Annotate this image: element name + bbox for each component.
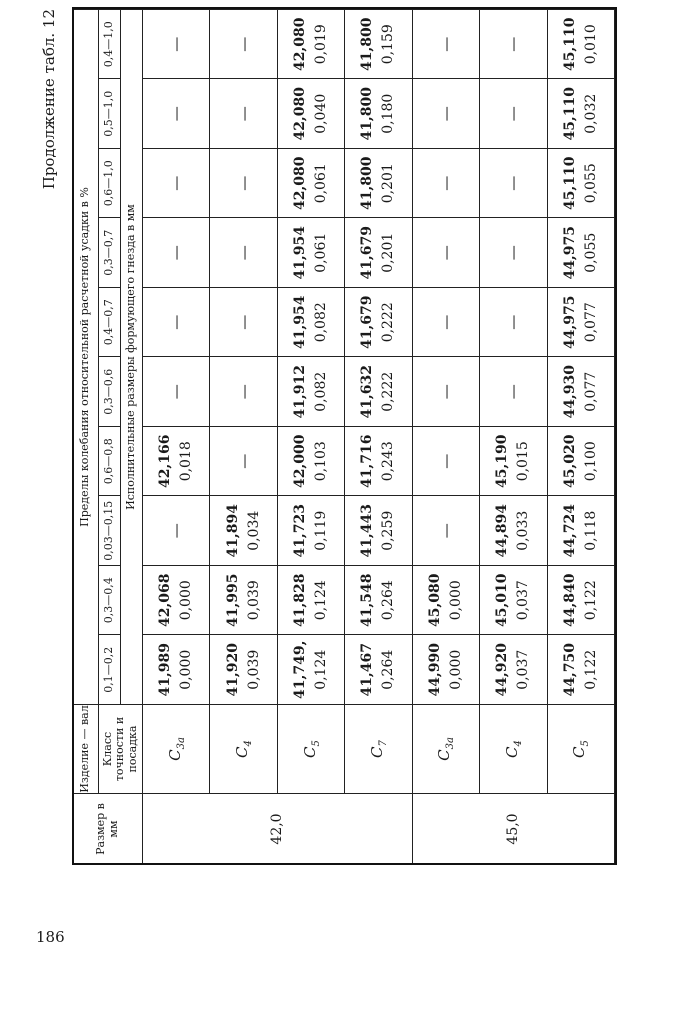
range-header: 0,1—0,2: [99, 635, 121, 705]
range-header: 0,03—0,15: [99, 496, 121, 566]
tolerance-value: 0,077: [582, 371, 599, 412]
value-cell: [345, 496, 412, 566]
shrinkage-table: [72, 9, 615, 865]
empty-cell: —: [210, 288, 277, 358]
nominal-size: 41,912: [292, 364, 309, 419]
table-row: [143, 10, 210, 865]
tolerance-value: 0,055: [582, 232, 599, 273]
value-cell: [480, 635, 547, 705]
fit-class-cell: [547, 705, 614, 794]
nominal-size: 45,110: [561, 17, 578, 72]
fit-class-cell: [277, 705, 344, 794]
value-cell: [277, 357, 344, 427]
tolerance-value: 0,033: [515, 510, 532, 551]
nominal-size: 44,894: [494, 503, 511, 558]
range-header: 0,3—0,7: [99, 218, 121, 288]
nominal-size: 42,080: [292, 86, 309, 141]
fit-subscript: 4: [512, 740, 524, 747]
value-cell: [345, 427, 412, 497]
tolerance-value: 0,015: [515, 441, 532, 482]
tolerance-value: 0,118: [582, 510, 599, 551]
tolerance-value: 0,019: [313, 24, 330, 65]
value-cell: [345, 288, 412, 358]
nominal-size: 44,840: [561, 573, 578, 628]
tolerance-value: 0,103: [313, 441, 330, 482]
nominal-size: 45,010: [494, 573, 511, 628]
empty-cell: —: [143, 149, 210, 219]
value-cell: [480, 496, 547, 566]
fit-class-cell: [412, 705, 479, 794]
nominal-size: 45,190: [494, 434, 511, 489]
empty-cell: —: [412, 79, 479, 149]
empty-cell: —: [412, 149, 479, 219]
empty-cell: —: [210, 218, 277, 288]
fit-subscript: 7: [377, 740, 389, 747]
empty-cell: —: [412, 427, 479, 497]
value-cell: [345, 10, 412, 80]
empty-cell: —: [480, 10, 547, 80]
value-cell: [277, 288, 344, 358]
empty-cell: —: [480, 218, 547, 288]
nominal-size: 41,749,: [292, 640, 309, 699]
value-cell: [547, 357, 614, 427]
value-cell: [480, 427, 547, 497]
value-cell: [143, 635, 210, 705]
tolerance-value: 0,034: [245, 510, 262, 551]
tolerance-value: 0,055: [582, 163, 599, 204]
value-cell: [547, 10, 614, 80]
nominal-size: 44,990: [426, 642, 443, 697]
nominal-size: 44,975: [561, 225, 578, 280]
empty-cell: —: [480, 288, 547, 358]
table-row: [547, 10, 614, 865]
tolerance-value: 0,159: [380, 24, 397, 65]
fit-letter: С: [435, 749, 454, 761]
fit-letter: С: [300, 746, 319, 758]
nominal-size: 41,995: [224, 573, 241, 628]
tolerance-value: 0,039: [245, 580, 262, 621]
size-column-header: Размер в мм: [73, 794, 143, 865]
empty-cell: —: [412, 10, 479, 80]
nominal-size: 41,548: [359, 573, 376, 628]
range-header: 0,3—0,6: [99, 357, 121, 427]
nominal-size: 42,080: [292, 156, 309, 211]
nominal-size: 41,920: [224, 642, 241, 697]
nominal-size: 44,975: [561, 295, 578, 350]
tolerance-value: 0,037: [515, 649, 532, 690]
empty-cell: —: [210, 149, 277, 219]
nominal-size: 41,954: [292, 225, 309, 280]
tolerance-value: 0,082: [313, 371, 330, 412]
empty-cell: —: [412, 496, 479, 566]
nominal-size: 41,679: [359, 295, 376, 350]
tolerance-value: 0,039: [245, 649, 262, 690]
fit-subscript: 4: [243, 740, 255, 747]
value-cell: [547, 149, 614, 219]
empty-cell: —: [412, 357, 479, 427]
fit-class-cell: [210, 705, 277, 794]
class-column-header: Класс точности и посадка: [99, 705, 143, 794]
tolerance-value: 0,122: [582, 649, 599, 690]
empty-cell: —: [210, 79, 277, 149]
range-header: 0,3—0,4: [99, 566, 121, 636]
table-caption: Продолжение табл. 12: [40, 9, 58, 190]
value-cell: [277, 566, 344, 636]
value-cell: [143, 566, 210, 636]
tolerance-value: 0,222: [380, 371, 397, 412]
value-cell: [210, 496, 277, 566]
nominal-size: 45,110: [561, 86, 578, 141]
empty-cell: —: [143, 357, 210, 427]
tolerance-value: 0,000: [447, 580, 464, 621]
nominal-size: 41,954: [292, 295, 309, 350]
value-cell: [345, 566, 412, 636]
tolerance-value: 0,201: [380, 232, 397, 273]
empty-cell: —: [480, 357, 547, 427]
nominal-size: 45,020: [561, 434, 578, 489]
nominal-size: 41,989: [157, 642, 174, 697]
tolerance-value: 0,018: [178, 441, 195, 482]
range-header: 0,5—1,0: [99, 79, 121, 149]
fit-subscript: 5: [580, 740, 592, 747]
value-cell: [547, 218, 614, 288]
value-cell: [547, 635, 614, 705]
table-row: [210, 10, 277, 865]
fit-letter: С: [165, 749, 184, 761]
size-cell: 42,0: [143, 794, 413, 865]
nominal-size: 45,080: [426, 573, 443, 628]
table-row: [345, 10, 412, 865]
value-cell: [345, 79, 412, 149]
fit-subscript: 3а: [445, 737, 457, 750]
empty-cell: —: [143, 10, 210, 80]
empty-cell: —: [143, 288, 210, 358]
cavity-size-subheader: Исполнительные размеры формующего гнезда в мм: [121, 10, 143, 705]
range-header: 0,6—0,8: [99, 427, 121, 497]
value-cell: [345, 149, 412, 219]
tolerance-value: 0,040: [313, 93, 330, 134]
tolerance-value: 0,061: [313, 232, 330, 273]
value-cell: [547, 79, 614, 149]
tolerance-value: 0,259: [380, 510, 397, 551]
empty-cell: —: [143, 218, 210, 288]
nominal-size: 41,800: [359, 86, 376, 141]
empty-cell: —: [412, 218, 479, 288]
fit-class-cell: [143, 705, 210, 794]
nominal-size: 44,930: [561, 364, 578, 419]
tolerance-value: 0,000: [178, 649, 195, 690]
value-cell: [277, 496, 344, 566]
table-row: [480, 10, 547, 865]
nominal-size: 42,000: [292, 434, 309, 489]
tolerance-value: 0,122: [582, 580, 599, 621]
tolerance-value: 0,061: [313, 163, 330, 204]
nominal-size: 45,110: [561, 156, 578, 211]
tolerance-value: 0,010: [582, 24, 599, 65]
value-cell: [345, 635, 412, 705]
tolerance-value: 0,037: [515, 580, 532, 621]
fit-subscript: 3а: [175, 737, 187, 750]
nominal-size: 41,723: [292, 503, 309, 558]
tolerance-value: 0,082: [313, 302, 330, 343]
nominal-size: 41,894: [224, 503, 241, 558]
nominal-size: 41,716: [359, 434, 376, 489]
tolerance-value: 0,222: [380, 302, 397, 343]
empty-cell: —: [210, 10, 277, 80]
nominal-size: 41,800: [359, 156, 376, 211]
empty-cell: —: [480, 79, 547, 149]
tolerance-value: 0,000: [447, 649, 464, 690]
range-header: 0,4—1,0: [99, 10, 121, 80]
value-cell: [277, 218, 344, 288]
tolerance-value: 0,000: [178, 580, 195, 621]
nominal-size: 42,068: [157, 573, 174, 628]
nominal-size: 41,828: [292, 573, 309, 628]
nominal-size: 44,724: [561, 503, 578, 558]
tolerance-value: 0,264: [380, 580, 397, 621]
value-cell: [345, 218, 412, 288]
empty-cell: —: [210, 357, 277, 427]
tolerance-value: 0,119: [313, 510, 330, 551]
range-header: 0,4—0,7: [99, 288, 121, 358]
tolerance-value: 0,077: [582, 302, 599, 343]
nominal-size: 41,467: [359, 642, 376, 697]
nominal-size: 41,443: [359, 503, 376, 558]
value-cell: [277, 427, 344, 497]
value-cell: [412, 566, 479, 636]
fit-letter: С: [233, 746, 252, 758]
value-cell: [547, 566, 614, 636]
value-cell: [277, 79, 344, 149]
rotated-table-block: [40, 9, 615, 865]
fit-letter: С: [367, 746, 386, 758]
empty-cell: —: [143, 79, 210, 149]
shrinkage-group-header: Пределы колебания относительной расчетной усадки в %: [73, 10, 99, 705]
product-column-header: Изделие — вал: [73, 705, 99, 794]
nominal-size: 42,080: [292, 17, 309, 72]
size-cell: 45,0: [412, 794, 614, 865]
empty-cell: —: [412, 288, 479, 358]
value-cell: [210, 566, 277, 636]
fit-class-cell: [480, 705, 547, 794]
value-cell: [277, 635, 344, 705]
tolerance-value: 0,201: [380, 163, 397, 204]
empty-cell: —: [480, 149, 547, 219]
value-cell: [547, 288, 614, 358]
value-cell: [277, 10, 344, 80]
nominal-size: 41,632: [359, 364, 376, 419]
value-cell: [547, 427, 614, 497]
value-cell: [277, 149, 344, 219]
nominal-size: 44,750: [561, 642, 578, 697]
value-cell: [345, 357, 412, 427]
nominal-size: 41,800: [359, 17, 376, 72]
value-cell: [547, 496, 614, 566]
fit-letter: С: [570, 746, 589, 758]
fit-class-cell: [345, 705, 412, 794]
value-cell: [480, 566, 547, 636]
tolerance-value: 0,124: [313, 649, 330, 690]
nominal-size: 42,166: [157, 434, 174, 489]
fit-letter: С: [502, 746, 521, 758]
tolerance-value: 0,180: [380, 93, 397, 134]
empty-cell: —: [143, 496, 210, 566]
value-cell: [412, 635, 479, 705]
tolerance-value: 0,243: [380, 441, 397, 482]
nominal-size: 41,679: [359, 225, 376, 280]
page-number: 186: [36, 928, 65, 946]
table-row: [277, 10, 344, 865]
tolerance-value: 0,124: [313, 580, 330, 621]
tolerance-value: 0,100: [582, 441, 599, 482]
empty-cell: —: [210, 427, 277, 497]
tolerance-value: 0,264: [380, 649, 397, 690]
fit-subscript: 5: [310, 740, 322, 747]
value-cell: [210, 635, 277, 705]
value-cell: [143, 427, 210, 497]
table-row: [412, 10, 479, 865]
nominal-size: 44,920: [494, 642, 511, 697]
tolerance-value: 0,032: [582, 93, 599, 134]
range-header: 0,6—1,0: [99, 149, 121, 219]
